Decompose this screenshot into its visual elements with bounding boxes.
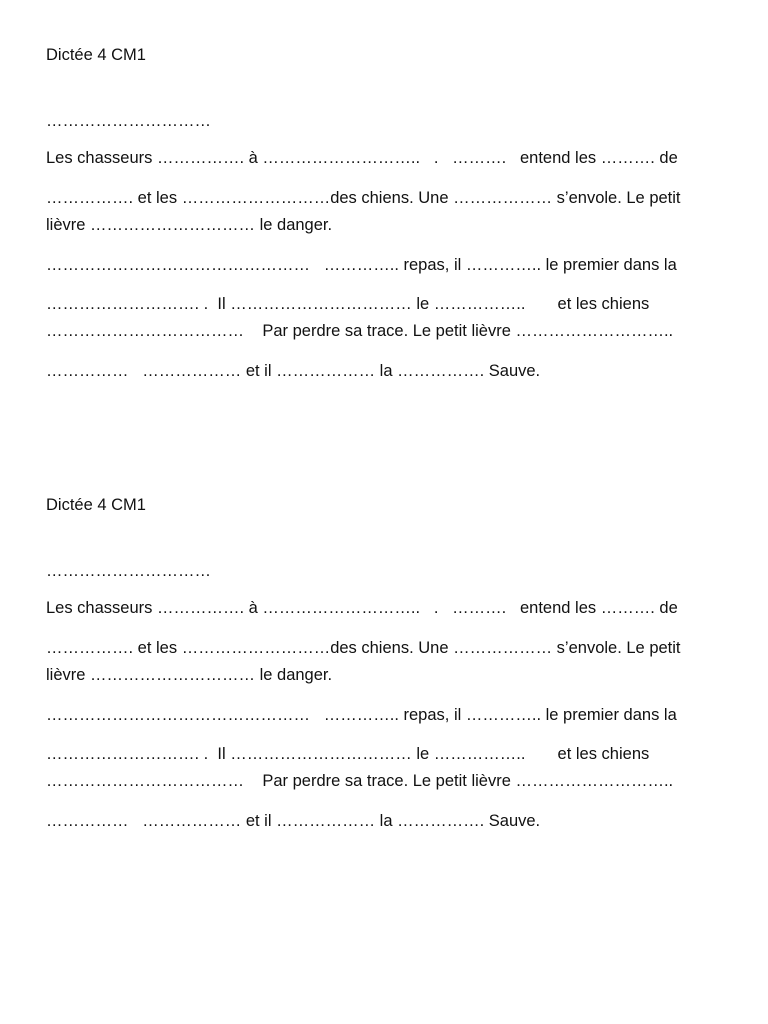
- dictation-line: …………… ……………… et il ……………… la ……………. Sauve.: [46, 362, 541, 380]
- blank-answer-line: …………………………: [46, 112, 211, 130]
- dictation-line: ……………. et les ………………………des chiens. Une ……………… s’envole. Le petit: [46, 639, 681, 657]
- dictation-line: ……………………………… Par perdre sa trace. Le petit lièvre ………………………..: [46, 772, 674, 790]
- sheet-title: Dictée 4 CM1: [46, 496, 146, 514]
- dictation-line: ……………………………… Par perdre sa trace. Le petit lièvre ………………………..: [46, 322, 674, 340]
- dictation-line: Les chasseurs ……………. à ……………………….. . ………. entend les ………. de: [46, 149, 678, 167]
- dictation-line: Les chasseurs ……………. à ……………………….. . ………. entend les ………. de: [46, 599, 678, 617]
- dictation-line: ……………. et les ………………………des chiens. Une ……………… s’envole. Le petit: [46, 189, 681, 207]
- dictation-line: lièvre ………………………… le danger.: [46, 216, 333, 234]
- blank-answer-line: …………………………: [46, 562, 211, 580]
- dictation-line: ………………………. . Il …………………………… le …………….. et les chiens: [46, 745, 650, 763]
- dictation-line: ………………………. . Il …………………………… le …………….. et les chiens: [46, 295, 650, 313]
- dictation-line: ………………………………………… ………….. repas, il ………….. le premier dans la: [46, 256, 677, 274]
- sheet-title: Dictée 4 CM1: [46, 46, 146, 64]
- dictation-line: ………………………………………… ………….. repas, il ………….. le premier dans la: [46, 706, 677, 724]
- dictation-line: …………… ……………… et il ……………… la ……………. Sauve.: [46, 812, 541, 830]
- dictation-line: lièvre ………………………… le danger.: [46, 666, 333, 684]
